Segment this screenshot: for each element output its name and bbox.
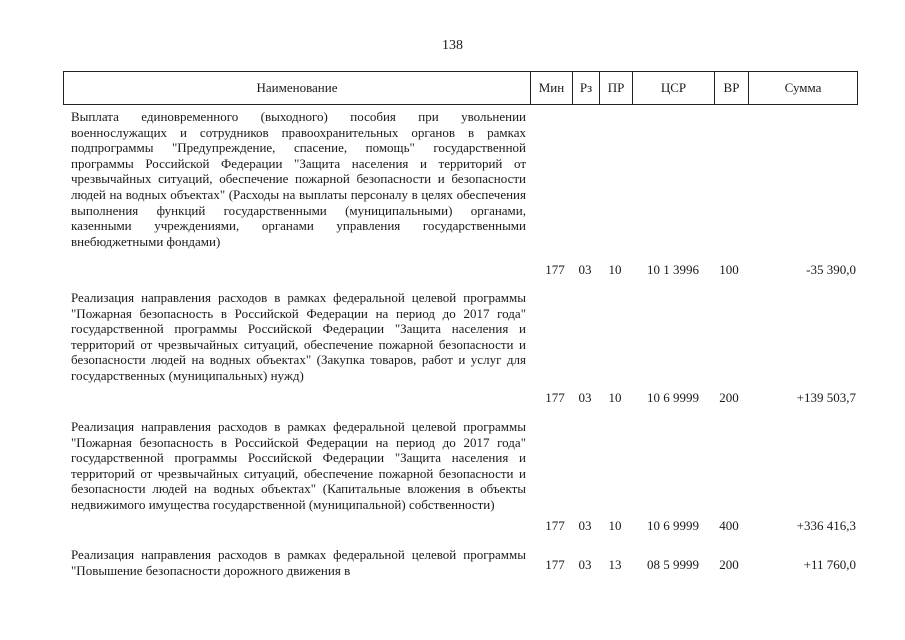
header-min: Мин: [530, 72, 572, 104]
row-description: Реализация направления расходов в рамках федеральной целевой программы "Пожарная безопасность в Российской Федерации на период до 2017 года" государственной программы Российской Федерации "Защита населения и территорий от чрезвычайных ситуаций, обеспечение пожарной безопасности и безопасности людей на водных объектах" (Закупка товаров, работ и услуг для государственных (муниципальных) нужд): [71, 290, 526, 383]
page-number: 138: [442, 38, 463, 53]
row-pr: 10: [608, 262, 622, 277]
row-vr: 100: [719, 262, 739, 277]
row-min: 177: [545, 557, 565, 572]
header-vr: ВР: [714, 72, 748, 104]
row-sum: -35 390,0: [806, 262, 856, 277]
row-csr: 08 5 9999: [647, 557, 699, 572]
row-csr: 10 6 9999: [647, 518, 699, 533]
row-rz: 03: [578, 262, 592, 277]
row-csr: 10 1 3996: [647, 262, 699, 277]
row-min: 177: [545, 390, 565, 405]
row-description: Реализация направления расходов в рамках федеральной целевой программы "Пожарная безопасность в Российской Федерации на период до 2017 года" государственной программы Российской Федерации "Защита населения и территорий от чрезвычайных ситуаций, обеспечение пожарной безопасности и безопасности людей на водных объектах" (Капитальные вложения в объекты недвижимого имущества государственной (муниципальной) собственности): [71, 419, 526, 512]
row-pr: 10: [608, 390, 622, 405]
header-rz: Рз: [572, 72, 599, 104]
row-sum: +336 416,3: [796, 518, 856, 533]
header-name: Наименование: [256, 80, 338, 95]
row-csr: 10 6 9999: [647, 390, 699, 405]
header-sum: Сумма: [748, 72, 857, 104]
row-rz: 03: [578, 390, 592, 405]
row-vr: 400: [719, 518, 739, 533]
row-vr: 200: [719, 390, 739, 405]
row-min: 177: [545, 518, 565, 533]
row-sum: +11 760,0: [803, 557, 856, 572]
row-pr: 10: [608, 518, 622, 533]
header-pr: ПР: [599, 72, 632, 104]
row-pr: 13: [608, 557, 622, 572]
row-min: 177: [545, 262, 565, 277]
row-rz: 03: [578, 557, 592, 572]
row-description: Выплата единовременного (выходного) пособия при увольнении военнослужащих и сотрудников правоохранительных органов в рамках подпрограммы "Предупреждение, спасение, помощь" государственной программы Российской Федерации "Защита населения и территорий от чрезвычайных ситуаций, обеспечение пожарной безопасности и безопасности людей на водных объектах" (Расходы на выплаты персоналу в целях обеспечения выполнения функций государственными (муниципальными) органами, казенными учреждениями, органами управления государственными внебюджетными фондами): [71, 109, 526, 249]
row-sum: +139 503,7: [796, 390, 856, 405]
header-csr: ЦСР: [632, 72, 714, 104]
row-vr: 200: [719, 557, 739, 572]
table-header: [63, 71, 858, 105]
row-rz: 03: [578, 518, 592, 533]
row-description: Реализация направления расходов в рамках федеральной целевой программы "Повышение безопасности дорожного движения в: [71, 547, 526, 578]
